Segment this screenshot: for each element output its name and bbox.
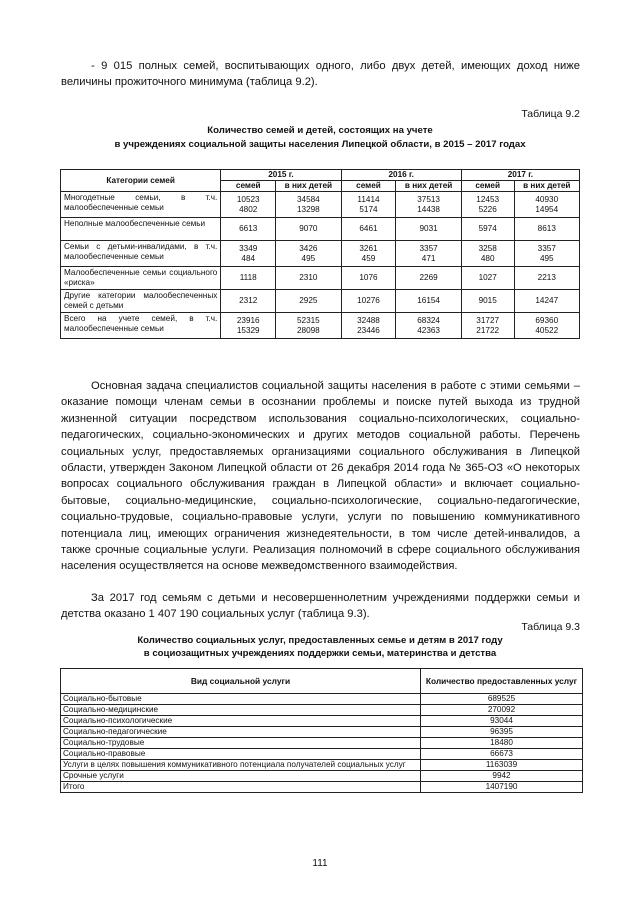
value-cell xyxy=(396,218,461,241)
service-name: Услуги в целях повышения коммуникативного потенциала получателей социальных услуг xyxy=(61,760,421,771)
value: 3349 xyxy=(239,243,258,253)
value: 5974 xyxy=(478,224,497,233)
header-service: Вид социальной услуги xyxy=(61,669,421,694)
header-year: 2017 г. xyxy=(461,170,579,181)
service-count: 93044 xyxy=(421,716,583,727)
value: 28098 xyxy=(296,325,320,335)
value-cell xyxy=(514,241,579,267)
value-cell xyxy=(276,290,341,313)
value: 16154 xyxy=(417,296,440,305)
category-label: Другие категории малообеспеченных семей с детьми xyxy=(61,290,221,313)
value-cell xyxy=(341,192,396,218)
value: 471 xyxy=(421,253,436,263)
value: 3357 xyxy=(419,243,438,253)
value: 3426 xyxy=(299,243,318,253)
service-count: 96395 xyxy=(421,727,583,738)
table-row xyxy=(61,705,583,716)
value-cell xyxy=(461,267,514,290)
value-cell xyxy=(221,192,276,218)
families-table xyxy=(60,169,580,339)
value-cell xyxy=(221,290,276,313)
category-label: Всего на учете семей, в т.ч. малообеспеченные семьи xyxy=(61,313,221,339)
value: 13298 xyxy=(296,204,320,214)
value: 23916 xyxy=(236,315,260,325)
value: 6613 xyxy=(239,224,258,233)
value: 3357 xyxy=(537,243,556,253)
value: 52315 xyxy=(296,315,320,325)
value: 12453 xyxy=(476,194,500,204)
main-paragraph: Основная задача специалистов социальной защиты населения в работе с этими семьями – оказание помощи членам семьи в осознании проблемы и поиске путей выхода из трудной жизненной ситуации посредством использования социально-психологических, социально-педагогических, социально-экономических и других методов социальной работы. Перечень социальных услуг, предоставляемых организациями социального обслуживания в Липецкой области, утвержден Законом Липецкой области от 26 декабря 2014 года № 365-ОЗ «О некоторых вопросах социального обслуживания граждан в Липецкой области» и включает социально-бытовые, социально-медицинские, социально-психологические, социально-педагогические, социально-трудовые, социально-правовые услуги, услуги по повышению коммуникативного потенциала лиц, имеющих ограничения жизнедеятельности, в том числе детей-инвалидов, а также срочные социальные услуги. Реализация полномочий в сфере социального обслуживания населения осуществляется на основе межведомственного взаимодействия. xyxy=(61,380,580,573)
value: 68324 xyxy=(417,315,440,325)
service-count: 66673 xyxy=(421,749,583,760)
table2-title-line1: Количество социальных услуг, предоставленных семье и детям в 2017 году xyxy=(137,635,503,646)
service-count: 18480 xyxy=(421,738,583,749)
subheader-families: семей xyxy=(221,181,276,192)
value: 37513 xyxy=(417,194,440,204)
value: 32488 xyxy=(357,315,380,325)
value: 459 xyxy=(361,253,376,263)
value-cell xyxy=(514,313,579,339)
service-count: 270092 xyxy=(421,705,583,716)
value-cell xyxy=(461,241,514,267)
service-count: 9942 xyxy=(421,771,583,782)
value: 484 xyxy=(241,253,256,263)
table-row xyxy=(61,727,583,738)
service-name: Социально-медицинские xyxy=(61,705,421,716)
value-cell xyxy=(461,218,514,241)
value: 14438 xyxy=(417,204,440,214)
subheader-children: в них детей xyxy=(514,181,579,192)
table-row xyxy=(61,771,583,782)
value: 495 xyxy=(539,253,554,263)
service-name: Социально-трудовые xyxy=(61,738,421,749)
value-cell xyxy=(341,267,396,290)
value-cell xyxy=(341,218,396,241)
value-cell xyxy=(276,192,341,218)
value: 14247 xyxy=(535,296,559,305)
page-number: 111 xyxy=(312,858,328,869)
service-name: Социально-психологические xyxy=(61,716,421,727)
header-count: Количество предоставленных услуг xyxy=(421,669,583,694)
table-row xyxy=(61,313,580,339)
value: 42363 xyxy=(417,325,440,335)
table1-caption: Таблица 9.2 xyxy=(521,108,580,120)
service-name: Социально-правовые xyxy=(61,749,421,760)
value: 1118 xyxy=(239,273,257,282)
value: 5226 xyxy=(478,204,497,214)
value-cell xyxy=(221,218,276,241)
value: 40930 xyxy=(535,194,559,204)
value-cell xyxy=(276,218,341,241)
value-cell xyxy=(396,241,461,267)
value-cell xyxy=(276,267,341,290)
subheader-children: в них детей xyxy=(276,181,341,192)
value-cell xyxy=(396,290,461,313)
service-name: Итого xyxy=(61,782,421,793)
value: 31727 xyxy=(476,315,500,325)
category-label: Семьи с детьми-инвалидами, в т.ч. малообеспеченные семьи xyxy=(61,241,221,267)
value: 2925 xyxy=(299,296,318,305)
table2-caption: Таблица 9.3 xyxy=(521,621,580,633)
value-cell xyxy=(276,313,341,339)
category-label: Многодетные семьи, в т.ч. малообеспеченные семьи xyxy=(61,192,221,218)
service-count: 689525 xyxy=(421,694,583,705)
value: 10523 xyxy=(236,194,260,204)
table-row xyxy=(61,192,580,218)
service-count: 1163039 xyxy=(421,760,583,771)
value: 2269 xyxy=(419,273,438,282)
table1-title-line2: в учреждениях социальной защиты населения Липецкой области, в 2015 – 2017 годах xyxy=(114,139,526,150)
value-cell xyxy=(514,267,579,290)
value: 15329 xyxy=(236,325,260,335)
services-table xyxy=(60,668,583,793)
value: 69360 xyxy=(535,315,559,325)
value: 40522 xyxy=(535,325,559,335)
value-cell xyxy=(461,192,514,218)
service-count: 1407190 xyxy=(421,782,583,793)
table-row xyxy=(61,218,580,241)
value: 6461 xyxy=(359,224,378,233)
value-cell xyxy=(396,267,461,290)
table-row xyxy=(61,782,583,793)
table-row xyxy=(61,290,580,313)
table1-title-line1: Количество семей и детей, состоящих на учете xyxy=(207,125,433,136)
second-paragraph: За 2017 год семьям с детьми и несовершеннолетним учреждениями поддержки семьи и детства оказано 1 407 190 социальных услуг (таблица 9.3). xyxy=(61,592,580,621)
value: 1076 xyxy=(359,273,378,282)
category-label: Малообеспеченные семьи социального «риска» xyxy=(61,267,221,290)
subheader-children: в них детей xyxy=(396,181,461,192)
subheader-families: семей xyxy=(341,181,396,192)
value: 14954 xyxy=(535,204,559,214)
table-row xyxy=(61,716,583,727)
value: 2312 xyxy=(239,296,258,305)
value-cell xyxy=(461,313,514,339)
value-cell xyxy=(221,313,276,339)
value: 495 xyxy=(301,253,316,263)
service-name: Социально-педагогические xyxy=(61,727,421,738)
table-row xyxy=(61,738,583,749)
service-name: Срочные услуги xyxy=(61,771,421,782)
header-category: Категории семей xyxy=(61,170,221,192)
service-name: Социально-бытовые xyxy=(61,694,421,705)
value: 2310 xyxy=(299,273,318,282)
value: 3258 xyxy=(478,243,497,253)
table-row xyxy=(61,760,583,771)
value: 4802 xyxy=(239,204,258,214)
value-cell xyxy=(221,267,276,290)
value-cell xyxy=(514,218,579,241)
value: 11414 xyxy=(357,194,380,204)
value: 21722 xyxy=(476,325,500,335)
value-cell xyxy=(276,241,341,267)
value: 8613 xyxy=(537,224,556,233)
value: 480 xyxy=(480,253,495,263)
value: 10276 xyxy=(357,296,380,305)
value: 5174 xyxy=(359,204,378,214)
table-row xyxy=(61,267,580,290)
value-cell xyxy=(341,290,396,313)
header-year: 2015 г. xyxy=(221,170,341,181)
value-cell xyxy=(514,290,579,313)
value-cell xyxy=(341,241,396,267)
value-cell xyxy=(461,290,514,313)
intro-paragraph: - 9 015 полных семей, воспитывающих одного, либо двух детей, имеющих доход ниже величины прожиточного минимума (таблица 9.2). xyxy=(61,60,580,89)
value-cell xyxy=(396,192,461,218)
table-row xyxy=(61,241,580,267)
value: 9015 xyxy=(478,296,497,305)
value-cell xyxy=(341,313,396,339)
value: 9070 xyxy=(299,224,318,233)
table-row xyxy=(61,694,583,705)
value: 23446 xyxy=(357,325,380,335)
value-cell xyxy=(221,241,276,267)
value: 2213 xyxy=(537,273,556,282)
value-cell xyxy=(514,192,579,218)
subheader-families: семей xyxy=(461,181,514,192)
table2-title-line2: в социозащитных учреждениях поддержки семьи, материнства и детства xyxy=(143,648,497,659)
value: 9031 xyxy=(419,224,438,233)
value: 34584 xyxy=(296,194,320,204)
value: 1027 xyxy=(478,273,497,282)
header-year: 2016 г. xyxy=(341,170,461,181)
table-row xyxy=(61,749,583,760)
category-label: Неполные малообеспеченные семьи xyxy=(61,218,221,241)
value: 3261 xyxy=(359,243,378,253)
value-cell xyxy=(396,313,461,339)
